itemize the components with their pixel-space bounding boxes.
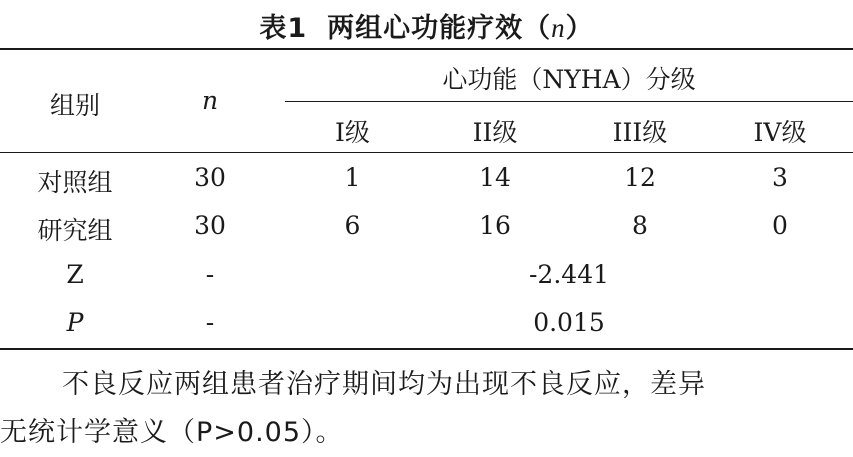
row-label: 研究组 <box>37 216 113 245</box>
table-title-var: n <box>551 13 566 43</box>
top-rule <box>0 48 853 50</box>
table-title-main: 两组心功能疗效（ <box>327 13 552 44</box>
header-sub-rule <box>285 101 853 102</box>
row-value: 6 <box>344 211 361 240</box>
row-label: 对照组 <box>37 168 113 197</box>
stat-label: Z <box>66 260 84 289</box>
row-value: 12 <box>624 163 656 192</box>
row-n: 30 <box>194 211 226 240</box>
table-title-close: ） <box>565 13 594 44</box>
row-value: 16 <box>479 211 511 240</box>
stat-label: P <box>66 308 84 337</box>
table-title-prefix: 表1 <box>259 13 308 44</box>
body-paragraph-line-1: 不良反应两组患者治疗期间均为出现不良反应，差异 <box>62 369 706 400</box>
header-grade-4: IV级 <box>753 118 807 147</box>
header-bottom-rule <box>0 152 853 153</box>
row-value: 1 <box>344 163 361 192</box>
header-group: 组别 <box>49 91 100 120</box>
row-n: 30 <box>194 163 226 192</box>
row-value: 3 <box>772 163 788 192</box>
body-paragraph-line-2: 无统计学意义（P>0.05）。 <box>0 417 344 448</box>
header-grade-3: III级 <box>612 118 668 147</box>
stat-value: 0.015 <box>533 308 605 337</box>
row-value: 14 <box>479 163 511 192</box>
header-grade-2: II级 <box>472 118 518 147</box>
stat-n: - <box>205 308 215 337</box>
table-title <box>0 6 853 45</box>
row-value: 8 <box>632 211 648 240</box>
header-grade-1: I级 <box>335 118 370 147</box>
header-n: n <box>201 86 219 115</box>
header-nyha: 心功能（NYHA）分级 <box>442 65 696 94</box>
bottom-rule <box>0 348 853 350</box>
stat-n: - <box>205 260 215 289</box>
stat-value: -2.441 <box>528 260 610 289</box>
row-value: 0 <box>772 211 788 240</box>
